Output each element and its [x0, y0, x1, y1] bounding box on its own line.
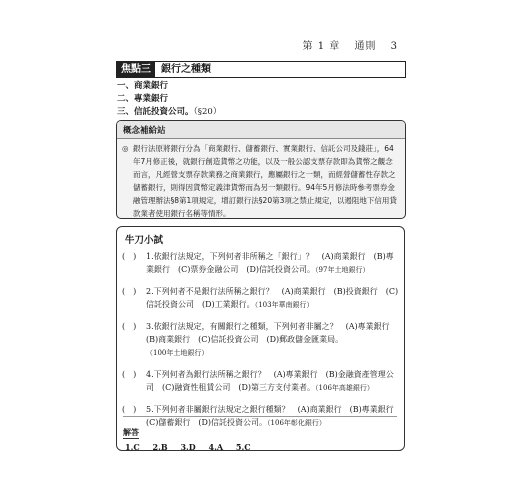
quiz-title: 牛刀小試 — [125, 235, 164, 246]
question-source: （103年華南銀行） — [254, 301, 314, 309]
section-label: 通則 — [354, 41, 377, 52]
concept-text: 銀行法原將銀行分為「商業銀行、儲蓄銀行、實業銀行、信託公司及錢莊」，64年7月修正後，就銀行創造貨幣之功能，以及一般公認支票存款即為貨幣之觀念而言，凡經營支票存款業務之商業銀行，應屬銀行之一類，而經營儲蓄性存款之儲蓄銀行，則得因貨幣定義津貨幣而為另一類銀行。94年5月修法時參考票券金融管理辦法§8第1項規定，增訂銀行法§20第3項之禁止規定，以遏阻地下信用貸款業者使用銀行名稱等情形。 — [133, 144, 397, 218]
answer-label: 解答 — [123, 428, 139, 437]
answer-item: 4.A — [208, 442, 224, 451]
question-source: （106年高雄銀行） — [315, 384, 374, 392]
question-item — [117, 368, 404, 395]
answer-blank: ( ) — [122, 322, 137, 331]
focus-heading — [116, 61, 406, 78]
answer-blank: ( ) — [122, 252, 137, 261]
list-item: 二、專業銀行 — [117, 94, 169, 104]
answer-section — [123, 416, 397, 451]
answer-item: 3.D — [180, 442, 196, 451]
concept-box — [116, 120, 406, 219]
question-source: （97年土地銀行） — [315, 266, 370, 274]
answer-item: 1.C — [125, 442, 140, 451]
question-text: 3.依銀行法規定，有關銀行之種類，下列何者非屬之？ (A)專業銀行 (B)商業銀行 (C)信託投資公司 (D)郵政儲金匯業局。 — [146, 322, 398, 344]
list-item: 一、商業銀行 — [117, 81, 169, 91]
bullet-icon: ◎ — [122, 144, 129, 153]
page-number: 3 — [390, 41, 398, 52]
list-item: 三、信託投資公司。（§20） — [117, 107, 222, 117]
question-source: （106年彰化銀行） — [267, 419, 326, 427]
answer-blank: ( ) — [122, 287, 137, 296]
page-header — [303, 37, 398, 52]
concept-title: 概念補給站 — [117, 121, 405, 139]
bank-types-list — [117, 80, 221, 119]
question-text: 2.下列何者不是銀行法所稱之銀行？ (A)商業銀行 (B)投資銀行 (C)信託投資公司 (D)工業銀行。 — [146, 287, 399, 309]
law-reference: （§20） — [193, 107, 222, 117]
question-text: 5.下列何者非屬銀行法規定之銀行種類？ (A)商業銀行 (B)專業銀行 (C)儲蓄銀行 (D)信託投資公司。 — [146, 405, 402, 427]
question-text: 1.依銀行法規定，下列何者非所稱之「銀行」？ (A)商業銀行 (B)專業銀行 (C)票券金融公司 (D)信託投資公司。 — [146, 252, 394, 274]
question-text: 4.下列何者為銀行法所稱之銀行？ (A)專業銀行 (B)金融資產管理公司 (C)融資性租賃公司 (D)第三方支付業者。 — [146, 370, 394, 392]
chapter-label: 第 1 章 — [302, 41, 341, 52]
answer-item: 5.C — [235, 442, 251, 451]
question-item — [117, 320, 404, 360]
focus-title: 銀行之種類 — [161, 64, 211, 75]
answer-blank: ( ) — [122, 405, 137, 414]
answer-row — [123, 442, 397, 451]
answer-item: 2.B — [152, 442, 168, 451]
question-source: （100年土地銀行） — [146, 349, 209, 357]
quiz-box — [116, 226, 405, 451]
question-item — [117, 285, 404, 312]
answer-blank: ( ) — [122, 370, 137, 379]
focus-tag: 焦點三 — [117, 62, 155, 77]
question-item — [117, 250, 404, 277]
